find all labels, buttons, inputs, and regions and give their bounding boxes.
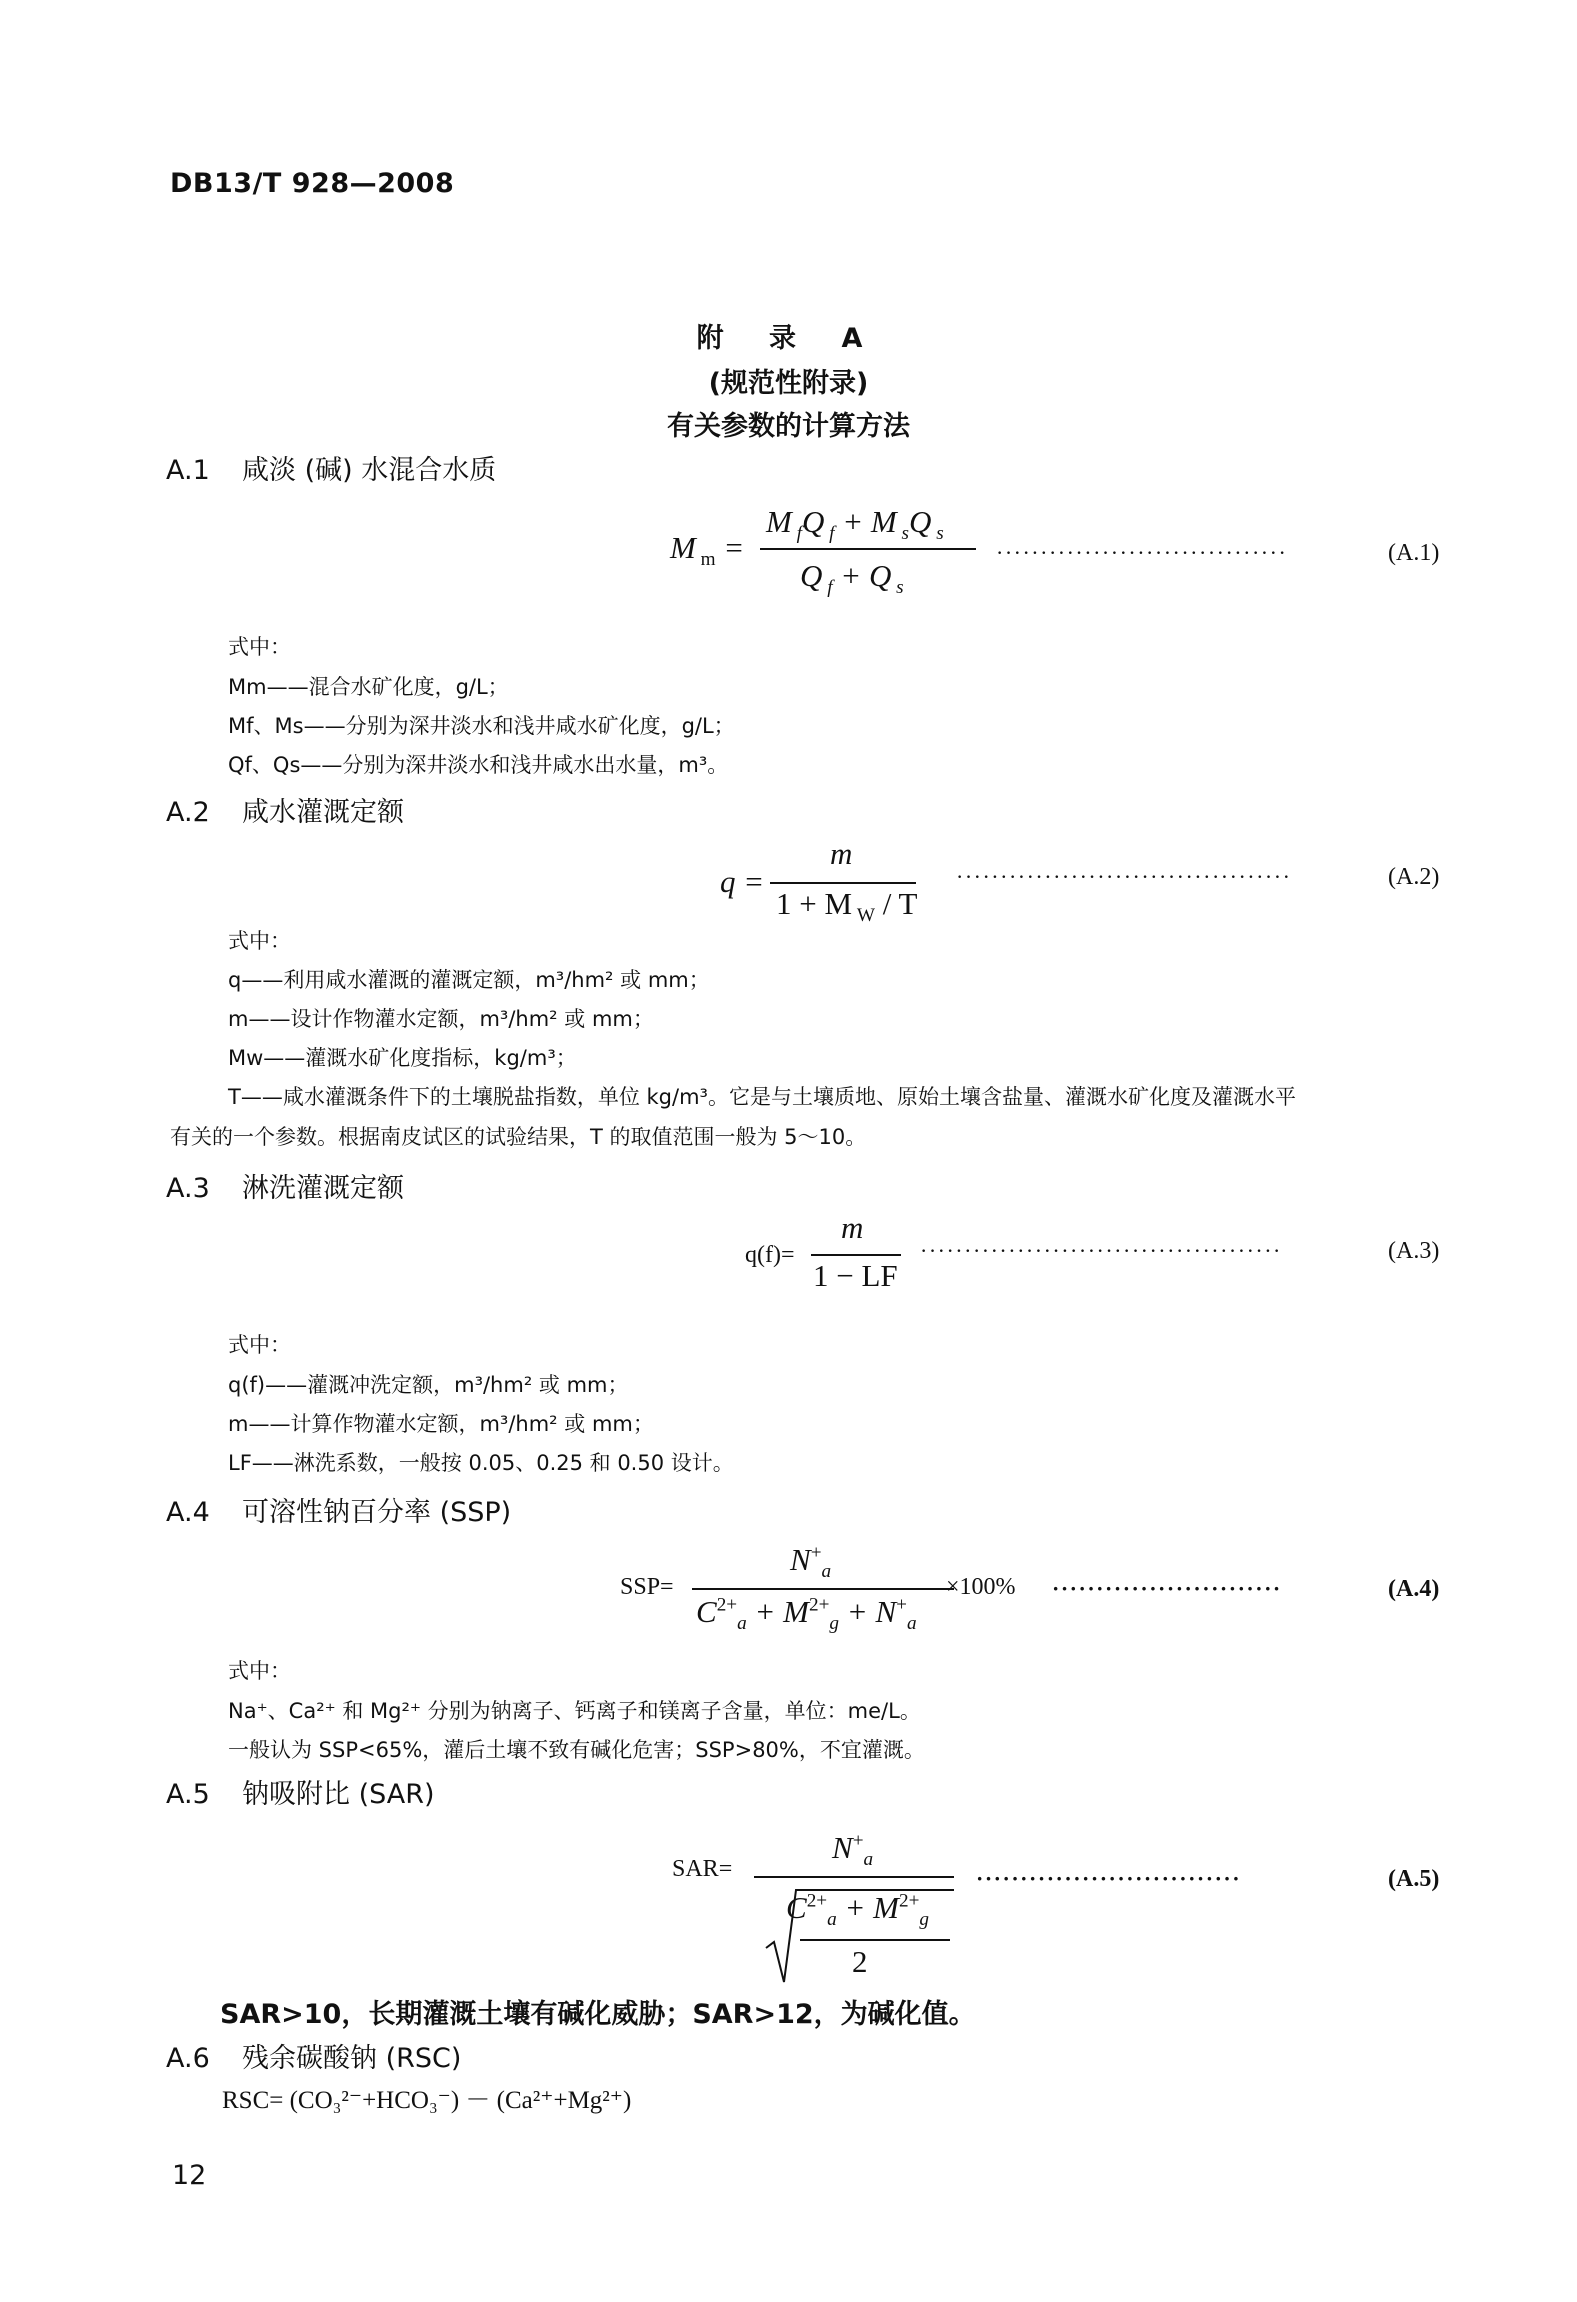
formula-a4: SSP= $N^+_a$ $C^{2+}_a + M^{2+}_g + N^+_a$ ×100% — [620, 1542, 1016, 1635]
equation-number-a1: (A.1) — [1388, 540, 1440, 566]
formula-a1: M $_m$ = M $_f$Q $_f$ + M $_s$Q $_s$ Q $_f$ + Q $_s$ — [670, 500, 1000, 600]
a1-def: Mm——混合水矿化度，g/L； — [228, 675, 509, 699]
a4-equation-label: SSP= — [620, 1574, 674, 1600]
rsc-formula: RSC= (CO₃²⁻+HCO₃⁻) － (Ca²⁺+Mg²⁺) — [222, 2087, 632, 2114]
section-a2-heading — [166, 790, 404, 829]
section-a4-heading — [166, 1490, 511, 1529]
section-title: 淋洗灌溉定额 — [242, 1173, 404, 1204]
section-number: A.2 — [166, 797, 210, 828]
equation-number-a2: (A.2) — [1388, 864, 1440, 890]
section-number: A.1 — [166, 455, 210, 486]
equation-number-a4: (A.4) — [1388, 1576, 1440, 1602]
a4-equation-suffix: ×100% — [946, 1574, 1016, 1600]
a1-where: 式中： — [228, 635, 291, 659]
appendix-type: (规范性附录) — [708, 368, 869, 399]
section-title: 钠吸附比 (SAR) — [242, 1779, 435, 1810]
a4-where: 式中： — [228, 1659, 291, 1683]
a4-def: Na⁺、Ca²⁺ 和 Mg²⁺ 分别为钠离子、钙离子和镁离子含量，单位：me/L。 — [228, 1699, 921, 1723]
section-number: A.6 — [166, 2043, 210, 2074]
a3-def: q(f)——灌溉冲洗定额，m³/hm² 或 mm； — [228, 1373, 629, 1397]
formula-a2: q = m 1 + M $_W$ / T — [720, 836, 918, 927]
section-title: 咸淡 (碱) 水混合水质 — [242, 455, 497, 486]
a4-def: 一般认为 SSP<65%，灌后土壤不致有碱化危害；SSP>80%，不宜灌溉。 — [228, 1738, 925, 1762]
section-a5-heading — [166, 1772, 435, 1811]
formula-a5: SAR= $N^+_a$ $C^{2+}_a + M^{2+}_g$ 2 — [672, 1830, 972, 1990]
a1-def: Qf、Qs——分别为深井淡水和浅井咸水出水量，m³。 — [228, 753, 729, 777]
section-title: 咸水灌溉定额 — [242, 797, 404, 828]
section-a1-heading — [166, 448, 496, 487]
a2-where: 式中： — [228, 929, 291, 953]
equation-number-a5: (A.5) — [1388, 1866, 1440, 1892]
a3-where: 式中： — [228, 1333, 291, 1357]
section-number: A.3 — [166, 1173, 210, 1204]
section-title: 可溶性钠百分率 (SSP) — [242, 1497, 512, 1528]
formula-a3: q(f)= m 1 − LF — [745, 1208, 925, 1308]
a2-def: q——利用咸水灌溉的灌溉定额，m³/hm² 或 mm； — [228, 968, 710, 992]
appendix-title: 附 录 A — [696, 323, 881, 354]
a2-def: m——设计作物灌水定额，m³/hm² 或 mm； — [228, 1007, 654, 1031]
a2-def: Mw——灌溉水矿化度指标，kg/m³； — [228, 1046, 577, 1070]
a5-note: SAR>10，长期灌溉土壤有碱化威胁；SAR>12，为碱化值。 — [220, 1999, 976, 2030]
doc-code: DB13/T 928—2008 — [170, 168, 455, 199]
a2-def: T——咸水灌溉条件下的土壤脱盐指数，单位 kg/m³。它是与土壤质地、原始土壤含盐量、灌溉水矿化度及灌溉水平 — [228, 1085, 1296, 1109]
a3-def: m——计算作物灌水定额，m³/hm² 或 mm； — [228, 1412, 654, 1436]
page-number: 12 — [172, 2160, 207, 2191]
section-title: 残余碳酸钠 (RSC) — [242, 2043, 462, 2074]
a3-def: LF——淋洗系数，一般按 0.05、0.25 和 0.50 设计。 — [228, 1451, 734, 1475]
section-a3-heading — [166, 1166, 404, 1205]
section-number: A.4 — [166, 1497, 210, 1528]
section-a6-heading — [166, 2036, 461, 2075]
appendix-heading: 有关参数的计算方法 — [667, 411, 910, 442]
a5-equation-label: SAR= — [672, 1856, 733, 1882]
a1-def: Mf、Ms——分别为深井淡水和浅井咸水矿化度，g/L； — [228, 714, 735, 738]
a2-def-continued: 有关的一个参数。根据南皮试区的试验结果，T 的取值范围一般为 5～10。 — [170, 1125, 867, 1149]
a3-equation-label: q(f)= — [745, 1242, 795, 1268]
equation-number-a3: (A.3) — [1388, 1238, 1440, 1264]
section-number: A.5 — [166, 1779, 210, 1810]
